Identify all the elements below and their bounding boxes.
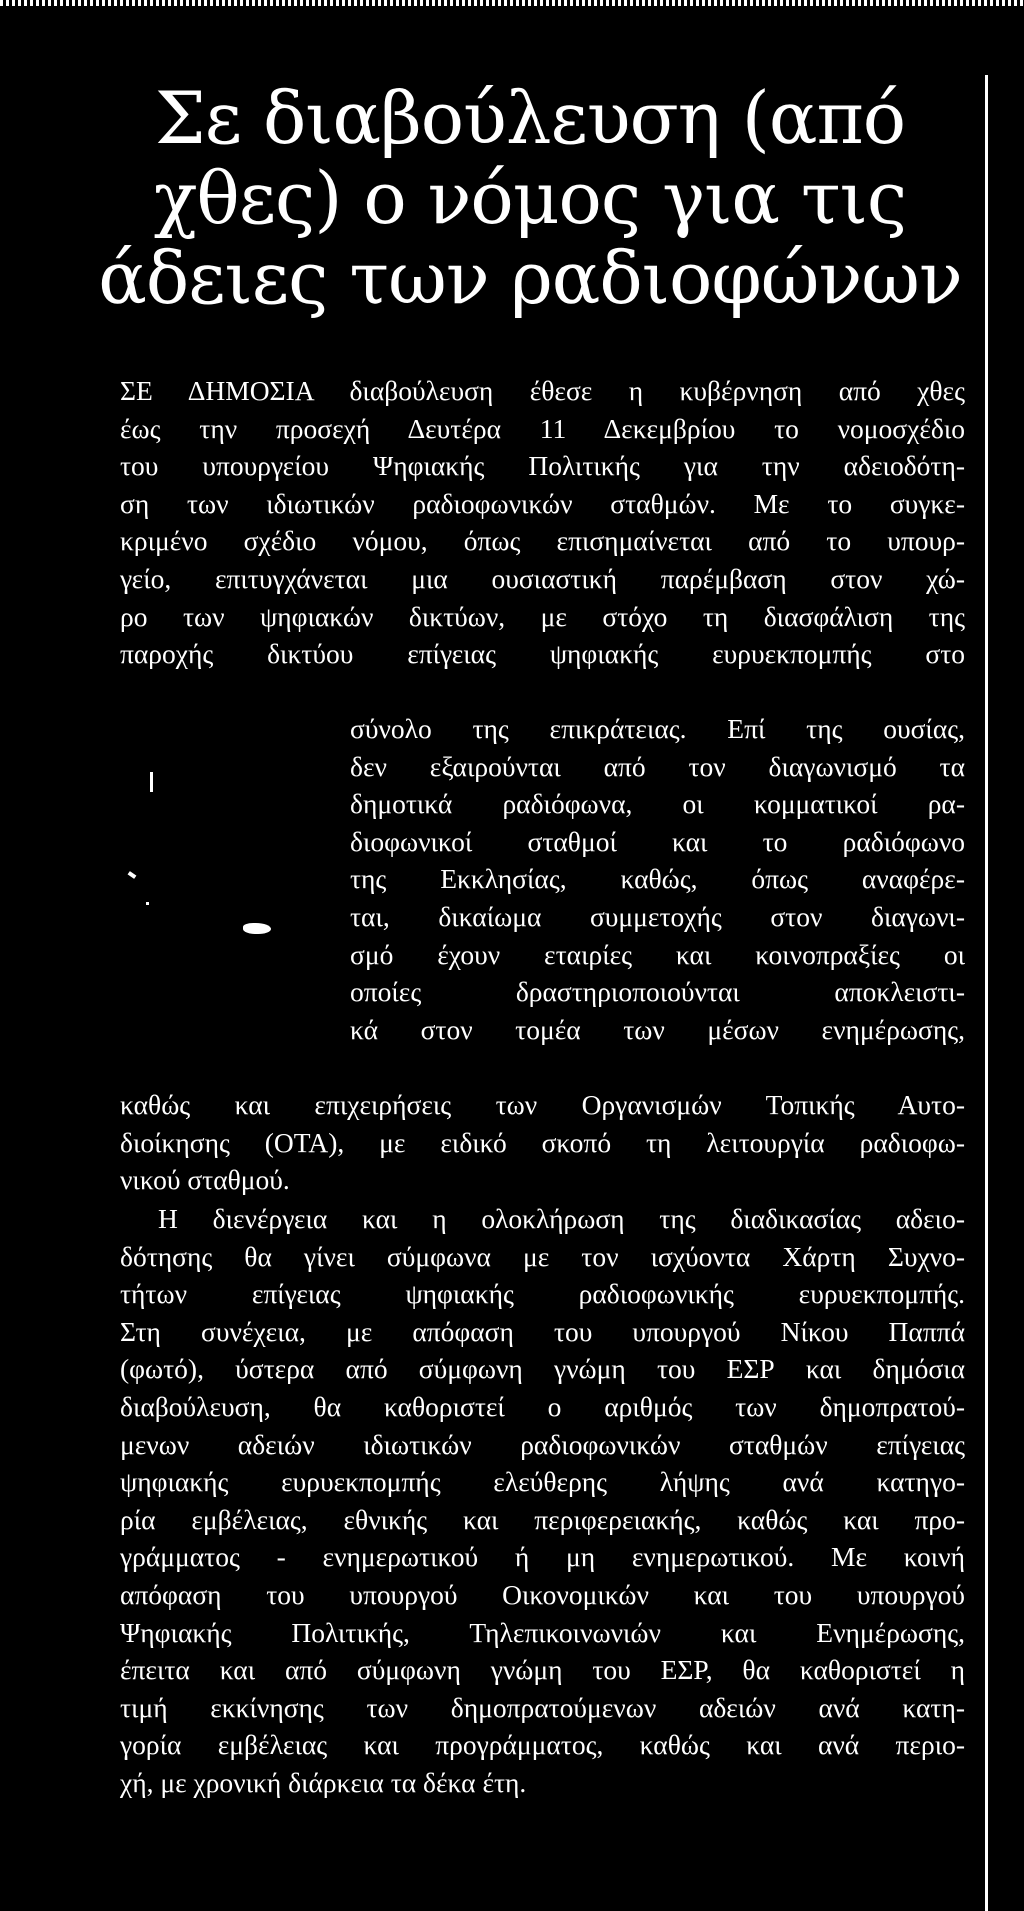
- text-line: οποίες δραστηριοποιούνται αποκλειστι-: [350, 976, 965, 1008]
- photo-fragment-mark: [128, 871, 137, 879]
- text-line: κριμένο σχέδιο νόμου, όπως επισημαίνεται από το υπουρ-: [120, 525, 965, 557]
- text-line: Ψηφιακής Πολιτικής, Τηλεπικοινωνιών και Ενημέρωσης,: [120, 1616, 965, 1648]
- text-line: καθώς και επιχειρήσεις των Οργανισμών Τοπικής Αυτο-: [120, 1089, 965, 1120]
- headline-line: χθες) ο νόμος για τις: [153, 156, 907, 240]
- text-line: παροχής δικτύου επίγειας ψηφιακής ευρυεκπομπής στο: [120, 638, 965, 670]
- text-line: ται, δικαίωμα συμμετοχής στον διαγωνι-: [350, 900, 965, 932]
- text-line: απόφαση του υπουργού Οικονομικών και του υπουργού: [120, 1578, 965, 1610]
- text-line: δότησης θα γίνει σύμφωνα με τον ισχύοντα Χάρτη Συχνο-: [120, 1240, 965, 1272]
- text-line: τιμή εκκίνησης των δημοπρατούμενων αδειών ανά κατη-: [120, 1691, 965, 1723]
- article-body-wrap: [350, 710, 965, 1048]
- text-line: ψηφιακής ευρυεκπομπής ελεύθερης λήψης ανά κατηγο-: [120, 1466, 965, 1498]
- article-headline: [90, 78, 970, 318]
- text-line: ρο των ψηφιακών δικτύων, με στόχο τη διασφάλιση της: [120, 600, 965, 632]
- top-border-rule: [0, 0, 1024, 6]
- text-line: διοίκησης (ΟΤΑ), με ειδικό σκοπό τη λειτουργία ραδιοφω-: [120, 1126, 965, 1158]
- article-body-continuation: [120, 1086, 965, 1199]
- text-line: διοφωνικοί σταθμοί και το ραδιόφωνο: [350, 825, 965, 857]
- text-line: Η διενέργεια και η ολοκλήρωση της διαδικασίας αδειο-: [158, 1203, 965, 1234]
- text-line: χή, με χρονική διάρκεια τα δέκα έτη.: [120, 1766, 527, 1798]
- text-line: διαβούλευση, θα καθοριστεί ο αριθμός των δημοπρατού-: [120, 1390, 965, 1422]
- text-line: γείο, επιτυγχάνεται μια ουσιαστική παρέμβαση στον χώ-: [120, 562, 965, 594]
- text-line: έπειτα και από σύμφωνη γνώμη του ΕΣΡ, θα καθοριστεί η: [120, 1654, 965, 1686]
- text-line: ση των ιδιωτικών ραδιοφωνικών σταθμών. Με το συγκε-: [120, 487, 965, 519]
- text-line: σύνολο της επικράτειας. Επί της ουσίας,: [350, 713, 965, 744]
- text-line: γορία εμβέλειας και προγράμματος, καθώς και ανά περιο-: [120, 1729, 965, 1761]
- text-line: ρία εμβέλειας, εθνικής και περιφερειακής, καθώς και προ-: [120, 1503, 965, 1535]
- text-line: Στη συνέχεια, με απόφαση του υπουργού Νίκου Παππά: [120, 1315, 965, 1347]
- photo-fragment-mark: [243, 923, 271, 934]
- text-line: μενων αδειών ιδιωτικών ραδιοφωνικών σταθμών επίγειας: [120, 1428, 965, 1460]
- text-line: δεν εξαιρούνται από τον διαγωνισμό τα: [350, 750, 965, 782]
- text-line: ΣΕ ΔΗΜΟΣΙΑ διαβούλευση έθεσε η κυβέρνηση από χθες: [120, 375, 965, 406]
- text-line: της Εκκλησίας, καθώς, όπως αναφέρε-: [350, 863, 965, 895]
- text-line: (φωτό), ύστερα από σύμφωνη γνώμη του ΕΣΡ και δημόσια: [120, 1353, 965, 1385]
- headline-line: Σε διαβούλευση (από: [154, 76, 906, 160]
- text-line: του υπουργείου Ψηφιακής Πολιτικής για την αδειοδότη-: [120, 450, 965, 482]
- article-body-intro: [120, 372, 965, 673]
- text-line: δημοτικά ραδιόφωνα, οι κομματικοί ρα-: [350, 788, 965, 820]
- column-divider-rule: [985, 75, 988, 1911]
- text-line: έως την προσεχή Δευτέρα 11 Δεκεμβρίου το νομοσχέδιο: [120, 412, 965, 444]
- text-line: σμό έχουν εταιρίες και κοινοπραξίες οι: [350, 938, 965, 970]
- photo-fragment-mark: [146, 902, 149, 905]
- photo-fragment-mark: [150, 772, 153, 792]
- article-body-second-paragraph: [120, 1200, 965, 1802]
- headline-line: άδειες των ραδιοφώνων: [98, 236, 962, 320]
- text-line: τήτων επίγειας ψηφιακής ραδιοφωνικής ευρυεκπομπής.: [120, 1278, 965, 1310]
- text-line: νικού σταθμού.: [120, 1164, 290, 1196]
- text-line: γράμματος - ενημερωτικού ή μη ενημερωτικού. Με κοινή: [120, 1541, 965, 1573]
- text-line: κά στον τομέα των μέσων ενημέρωσης,: [350, 1013, 965, 1045]
